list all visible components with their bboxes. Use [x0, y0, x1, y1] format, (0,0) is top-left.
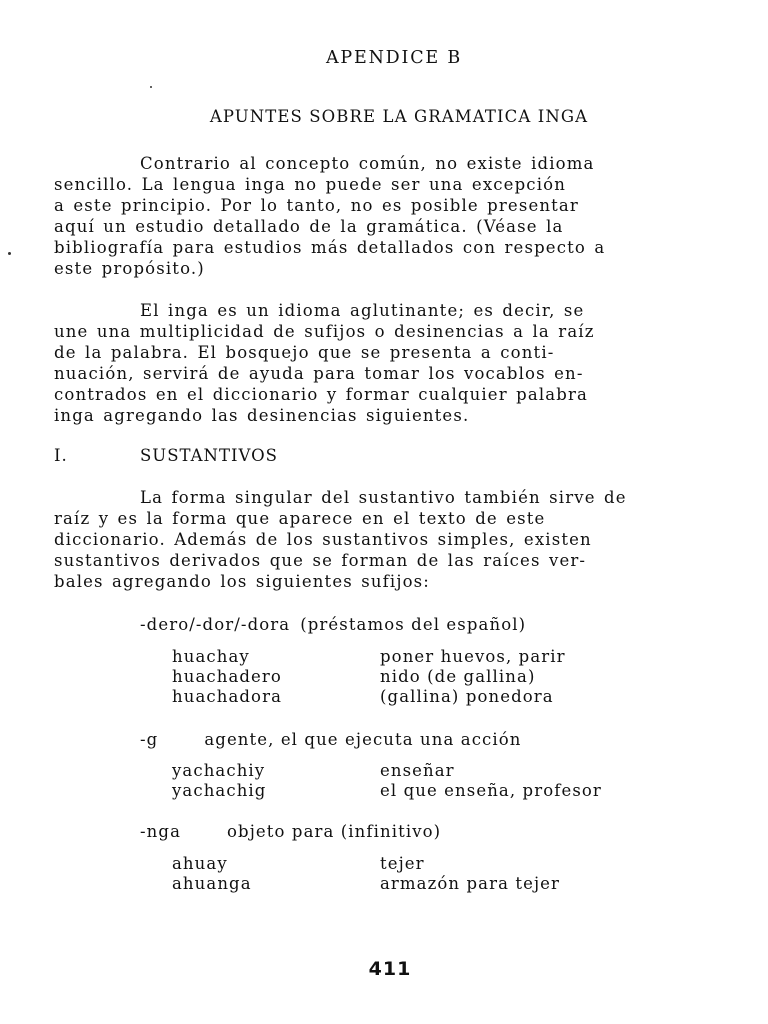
paragraph-line: este propósito.): [54, 259, 205, 278]
suffix-header: [140, 615, 526, 634]
example-gloss: armazón para tejer: [380, 874, 561, 893]
section-title: APUNTES SOBRE LA GRAMATICA INGA: [209, 107, 589, 126]
example-word: huachadero: [172, 667, 282, 686]
paragraph-line: raíz y es la forma que aparece en el texto de este: [54, 509, 546, 528]
example-word: huachay: [172, 647, 250, 666]
section-heading: SUSTANTIVOS: [140, 446, 278, 465]
paragraph-line: bales agregando los siguientes sufijos:: [54, 572, 431, 591]
example-word: yachachiy: [172, 761, 266, 780]
suffix-description: objeto para (infinitivo): [227, 822, 442, 841]
example-gloss: enseñar: [380, 761, 455, 780]
page-number: 411: [368, 958, 412, 980]
scan-speck: [8, 252, 11, 255]
paragraph-line: contrados en el diccionario y formar cualquier palabra: [54, 385, 588, 404]
example-gloss: el que enseña, profesor: [380, 781, 602, 800]
example-word: ahuay: [172, 854, 228, 873]
suffix-description: agente, el que ejecuta una acción: [204, 730, 522, 749]
suffix-header: [140, 822, 441, 841]
example-word: huachadora: [172, 687, 283, 706]
paragraph-line: a este principio. Por lo tanto, no es posible presentar: [54, 196, 579, 215]
paragraph-line: Contrario al concepto común, no existe idioma: [140, 154, 595, 173]
paragraph-line: diccionario. Además de los sustantivos simples, existen: [54, 530, 592, 549]
suffix-form: -dero/-dor/-dora: [140, 615, 291, 634]
paragraph-line: de la palabra. El bosquejo que se presenta a conti-: [54, 343, 555, 362]
paragraph-line: aquí un estudio detallado de la gramática. (Véase la: [54, 217, 564, 236]
suffix-header: [140, 730, 522, 749]
example-word: ahuanga: [172, 874, 252, 893]
paragraph-line: sencillo. La lengua inga no puede ser una excepción: [54, 175, 566, 194]
paragraph-line: El inga es un idioma aglutinante; es decir, se: [140, 301, 585, 320]
scan-speck: [150, 86, 152, 88]
suffix-form: -nga: [140, 822, 182, 841]
example-gloss: (gallina) ponedora: [380, 687, 554, 706]
suffix-form: -g: [140, 730, 159, 749]
paragraph-line: nuación, servirá de ayuda para tomar los vocablos en-: [54, 364, 584, 383]
suffix-description: (préstamos del español): [300, 615, 527, 634]
paragraph-line: une una multiplicidad de sufijos o desinencias a la raíz: [54, 322, 595, 341]
example-gloss: tejer: [380, 854, 425, 873]
paragraph-line: La forma singular del sustantivo también sirve de: [140, 488, 627, 507]
paragraph-line: inga agregando las desinencias siguientes.: [54, 406, 470, 425]
paragraph-line: sustantivos derivados que se forman de las raíces ver-: [54, 551, 587, 570]
paragraph-line: bibliografía para estudios más detallados con respecto a: [54, 238, 606, 257]
section-number: I.: [54, 446, 68, 465]
appendix-title: APENDICE B: [325, 48, 463, 68]
example-gloss: poner huevos, parir: [380, 647, 566, 666]
example-gloss: nido (de gallina): [380, 667, 536, 686]
example-word: yachachig: [172, 781, 267, 800]
